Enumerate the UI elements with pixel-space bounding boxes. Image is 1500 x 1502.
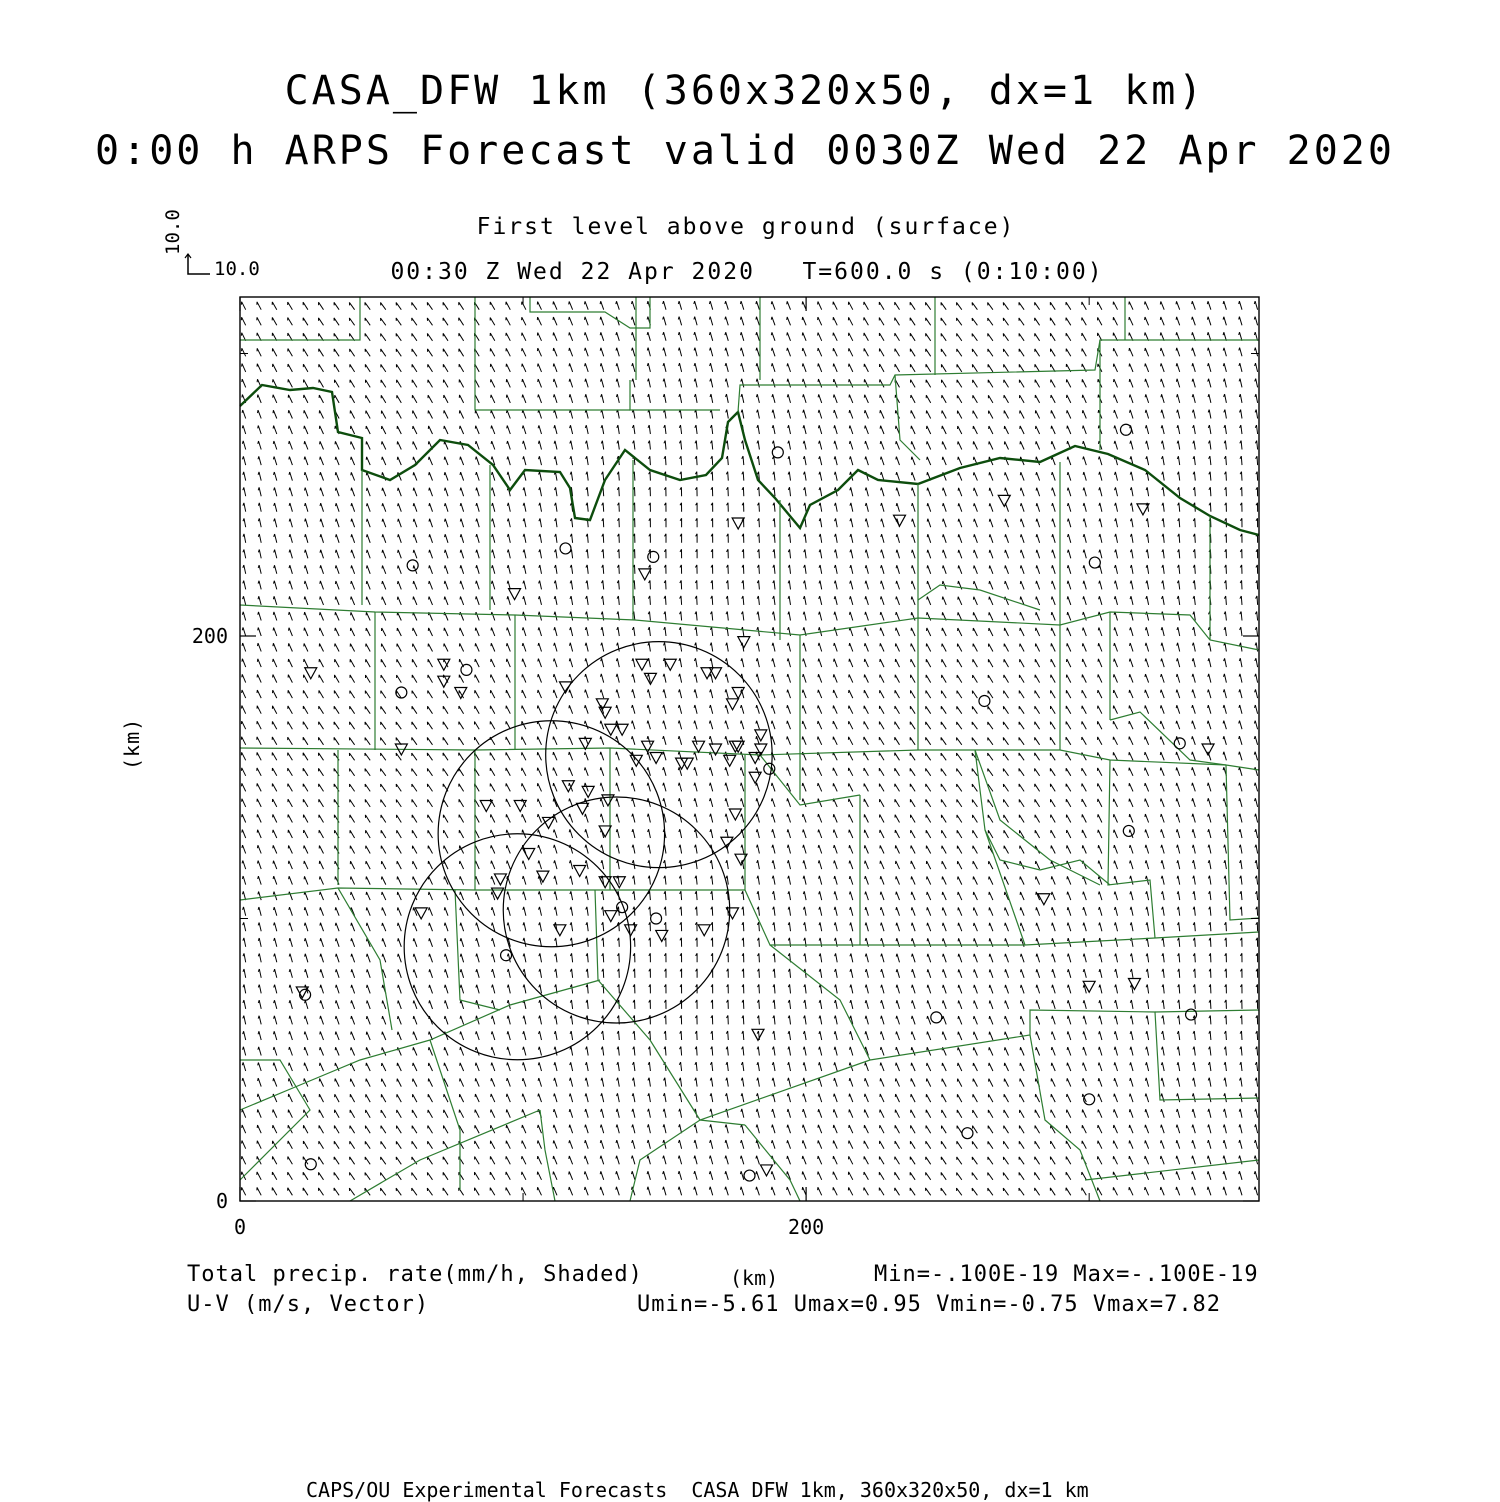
level-label: First level above ground (surface) [476,214,1016,240]
station-circle [305,1159,316,1170]
county-line [918,585,1040,610]
station-circle [501,950,512,961]
y-tick-label: 200 [191,624,228,648]
station-triangle [480,801,492,812]
station-triangle [605,724,617,735]
station-triangle [639,569,651,580]
county-boundaries [240,297,1259,1201]
y-axis-label: (km) [120,717,144,770]
station-triangle [514,801,526,812]
station-circle [1120,424,1131,435]
station-circle [772,447,783,458]
minmax-label: Min=-.100E-19 Max=-.100E-19 [874,1262,1259,1287]
station-circle [962,1128,973,1139]
station-triangle [727,699,739,710]
county-line [870,1010,1259,1100]
station-triangle [755,730,767,741]
county-line [630,380,720,410]
reference-vector-u-label: 10.0 [214,258,260,280]
station-circle [979,695,990,706]
station-triangle [605,911,617,922]
station-markers [296,424,1214,1181]
station-triangle [693,741,705,752]
county-line [475,297,630,410]
county-line [350,1110,540,1201]
county-line [1155,1010,1259,1012]
wind-vectors [241,301,1257,1195]
station-circle [300,989,311,1000]
reference-vector [185,254,210,274]
county-line [240,605,1259,650]
chart-title-line2: 0:00 h ARPS Forecast valid 0030Z Wed 22 Apr 2020 [95,128,1395,174]
county-line [430,1040,460,1190]
x-tick-label: 0 [233,1215,247,1239]
station-triangle [724,755,736,766]
county-line [975,750,1025,945]
state-border-line [240,385,1259,535]
station-triangle [305,668,317,679]
station-triangle [602,795,614,806]
county-line [540,1110,555,1201]
x-axis-label: (km) [730,1266,779,1290]
county-line [1226,765,1259,920]
station-circle [931,1012,942,1023]
station-triangle [760,1165,772,1176]
station-triangle [574,865,586,876]
radar-ring [546,642,772,868]
radar-ring [438,721,664,947]
county-line [650,1040,745,1125]
county-line [240,888,1259,945]
station-triangle [749,772,761,783]
station-triangle [894,515,906,526]
county-line [770,945,870,1060]
station-triangle [494,874,506,885]
station-circle [648,551,659,562]
station-triangle [579,738,591,749]
y-tick-label: 0 [215,1189,228,1213]
chart-title-line1: CASA_DFW 1km (360x320x50, dx=1 km) [284,68,1206,114]
station-triangle [998,495,1010,506]
county-line [738,340,1259,412]
station-triangle [729,809,741,820]
station-triangle [650,752,662,763]
station-triangle [415,908,427,919]
reference-vector-arrow [188,254,210,274]
station-triangle [698,925,710,936]
county-line [338,888,392,1030]
station-triangle [509,589,521,600]
county-line [240,980,600,1110]
station-circle [744,1170,755,1181]
station-triangle [1137,504,1149,515]
time-label: 00:30 Z Wed 22 Apr 2020 T=600.0 s (0:10:00) [390,259,1104,285]
county-line [455,890,500,1010]
station-triangle [636,659,648,670]
station-circle [1123,825,1134,836]
reference-vector-v-label: 10.0 [162,209,184,255]
county-line [760,755,860,805]
footer-caption: CAPS/OU Experimental Forecasts CASA DFW 1km, 360x320x50, dx=1 km [306,1478,1089,1502]
station-triangle [738,637,750,648]
station-circle [764,763,775,774]
county-line [1085,1160,1259,1180]
station-circle [461,664,472,675]
station-circle [1089,557,1100,568]
wind-vector-field [241,301,1257,1195]
station-circle [1174,738,1185,749]
precip-label: Total precip. rate(mm/h, Shaded) [187,1262,643,1287]
x-tick-label: 200 [788,1215,825,1239]
station-triangle [644,673,656,684]
county-line [1030,1035,1100,1201]
station-triangle [1128,978,1140,989]
uv-stats-label: Umin=-5.61 Umax=0.95 Vmin=-0.75 Vmax=7.82 [637,1292,1222,1317]
station-triangle [582,786,594,797]
station-circle [1186,1009,1197,1020]
vector-label: U-V (m/s, Vector) [187,1292,430,1317]
station-circle [651,913,662,924]
station-triangle [554,925,566,936]
station-triangle [599,707,611,718]
station-triangle [576,803,588,814]
station-circle [560,543,571,554]
station-circle [407,560,418,571]
county-line [240,748,1259,770]
